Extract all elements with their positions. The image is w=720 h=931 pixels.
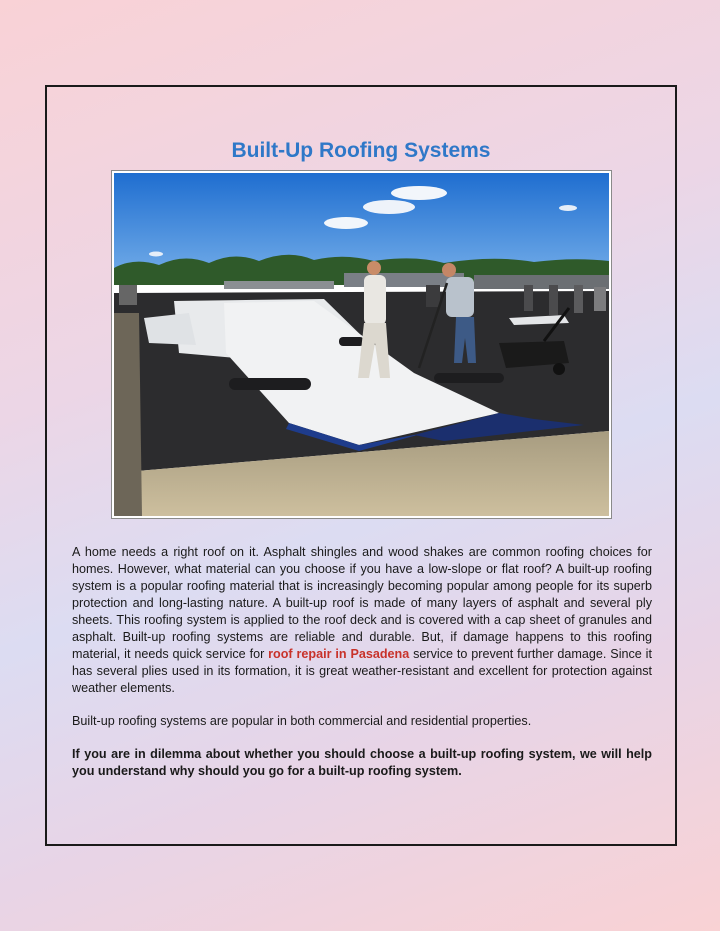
paragraph-popularity: Built-up roofing systems are popular in both commercial and residential properties. xyxy=(72,714,532,728)
page-frame xyxy=(45,85,677,846)
paragraph-dilemma: If you are in dilemma about whether you should choose a built-up roofing system, we will help you understand why should you go for a built-up roofing system. xyxy=(72,747,652,778)
roof-workers-image xyxy=(114,173,609,516)
roofing-photo xyxy=(111,170,612,519)
page-title: Built-Up Roofing Systems xyxy=(231,139,491,162)
paragraph-intro-text: A home needs a right roof on it. Asphalt shingles and wood shakes are common roofing choices for homes. However, what material can you choose if you have a low-slope or flat roof? A built-up roofing system is a popular roofing material that is increasingly becoming popular among people for its superb protection and long-lasting nature. A built-up roof is made of many layers of asphalt and several ply sheets. This roofing system is applied to the roof deck and is covered with a cap sheet of granules and asphalt. Built-up roofing systems are reliable and durable. But, if damage happens to this roofing material, it needs quick service for xyxy=(72,545,652,661)
roof-repair-link[interactable]: roof repair in Pasadena xyxy=(268,647,410,661)
article-body xyxy=(72,544,652,796)
paragraph-intro xyxy=(72,544,652,697)
paragraph-intro-tail: service to prevent further damage. Since it has several plies used in its formation, it is great weather-resistant and excellent for protection against weather elements. xyxy=(72,647,652,695)
